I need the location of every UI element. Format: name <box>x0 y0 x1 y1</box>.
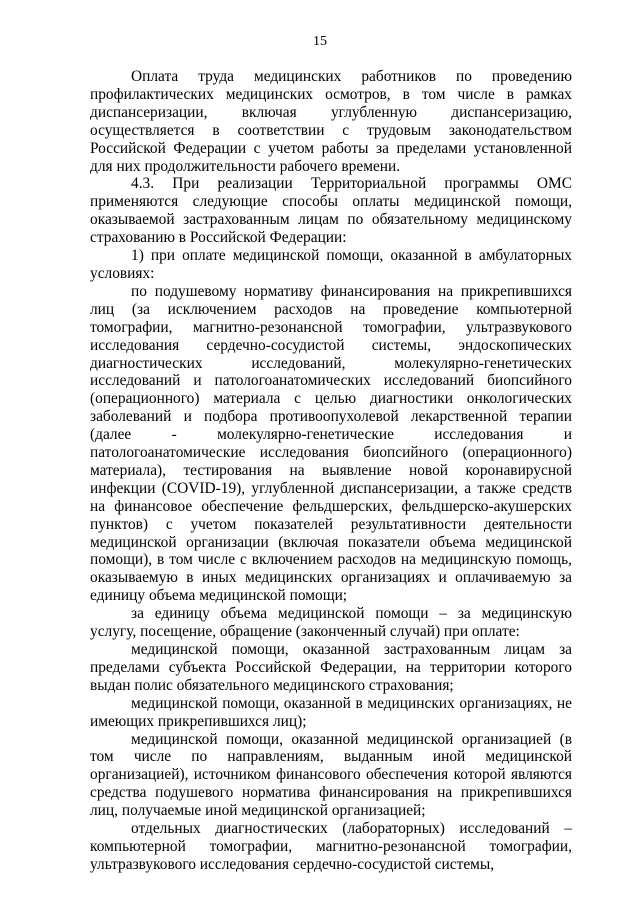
body-text <box>90 68 572 874</box>
paragraph-no-attached-persons: медицинской помощи, оказанной в медицинских организациях, не имеющих прикрепившихся лиц); <box>90 694 572 730</box>
page-number: 15 <box>313 34 327 49</box>
paragraph-per-unit-of-volume: за единицу объема медицинской помощи – за медицинскую услугу, посещение, обращение (законченный случай) при оплате: <box>90 605 572 641</box>
paragraph-payment-of-medical-workers: Оплата труда медицинских работников по проведению профилактических медицинских осмотров, в том числе в рамках диспансеризации, включая углубленную диспансеризацию, осуществляется в соответствии с трудовым законодательством Российской Федерации с учетом работы за пределами установленной для них продолжительности рабочего времени. <box>90 68 572 175</box>
paragraph-per-capita-standard: по подушевому нормативу финансирования на прикрепившихся лиц (за исключением расходов на проведение компьютерной томографии, магнитно-резонансной томографии, ультразвукового исследования сердечно-сосудистой системы, эндоскопических диагностических исследований, молекулярно-генетических исследований и патологоанатомических исследований биопсийного (операционного) материала с целью диагностики онкологических заболеваний и подбора противоопухолевой лекарственной терапии (далее - молекулярно-генетические исследования и патологоанатомические исследования биопсийного (операционного) материала), тестирования на выявление новой коронавирусной инфекции (COVID-19), углубленной диспансеризации, а также средств на финансовое обеспечение фельдшерских, фельдшерско-акушерских пунктов) с учетом показателей результативности деятельности медицинской организации (включая показатели объема медицинской помощи), в том числе с включением расходов на медицинскую помощь, оказываемую в иных медицинских организациях и оплачиваемую за единицу объема медицинской помощи; <box>90 282 572 605</box>
paragraph-outside-region: медицинской помощи, оказанной застрахованным лицам за пределами субъекта Российской Федерации, на территории которого выдан полис обязательного медицинского страхования; <box>90 641 572 694</box>
paragraph-referrals: медицинской помощи, оказанной медицинской организацией (в том числе по направлениям, выданным иной медицинской организацией), источником финансового обеспечения которой являются средства подушевого норматива финансирования на прикрепившихся лиц, получаемые иной медицинской организацией; <box>90 730 572 820</box>
paragraph-diagnostic-tests: отдельных диагностических (лабораторных) исследований – компьютерной томографии, магнитно-резонансной томографии, ультразвукового исследования сердечно-сосудистой системы, <box>90 820 572 873</box>
paragraph-4-3-payment-methods: 4.3. При реализации Территориальной программы ОМС применяются следующие способы оплаты медицинской помощи, оказываемой застрахованным лицам по обязательному медицинскому страхованию в Российской Федерации: <box>90 175 572 247</box>
paragraph-outpatient-conditions: 1) при оплате медицинской помощи, оказанной в амбулаторных условиях: <box>90 247 572 282</box>
